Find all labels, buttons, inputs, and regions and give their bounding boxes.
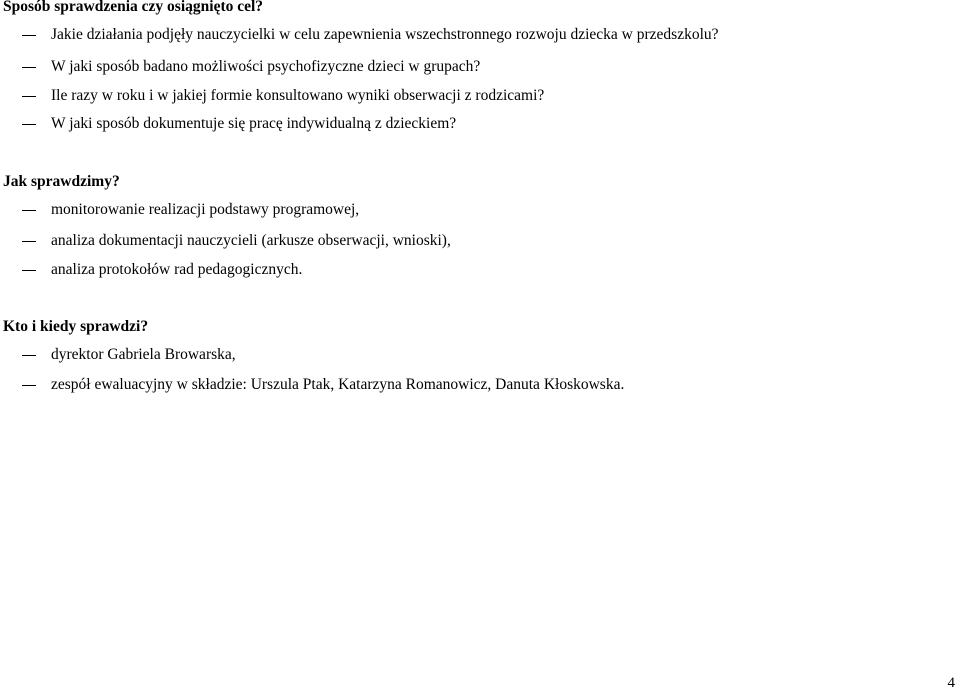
- dash-bullet: [22, 96, 36, 97]
- list-item: [22, 114, 922, 134]
- section-heading-who-when: Kto i kiedy sprawdzi?: [3, 318, 149, 335]
- list-item-text: Ile razy w roku i w jakiej formie konsultowano wyniki obserwacji z rodzicami?: [51, 87, 545, 104]
- list-item: [22, 200, 922, 220]
- list-item: [22, 375, 922, 395]
- list-item: [22, 231, 922, 251]
- dash-bullet: [22, 67, 36, 68]
- list-item-text: monitorowanie realizacji podstawy programowej,: [51, 201, 360, 218]
- dash-bullet: [22, 35, 36, 36]
- list-item: [22, 345, 922, 365]
- page-number: 4: [947, 675, 955, 691]
- list-item-text: analiza dokumentacji nauczycieli (arkusze obserwacji, wnioski),: [51, 232, 451, 249]
- list-item-text: W jaki sposób badano możliwości psychofizyczne dzieci w grupach?: [51, 58, 481, 75]
- dash-bullet: [22, 270, 36, 271]
- dash-bullet: [22, 124, 36, 125]
- list-item-text: Jakie działania podjęły nauczycielki w celu zapewnienia wszechstronnego rozwoju dziecka w przedszkolu?: [51, 26, 719, 43]
- list-item-text: dyrektor Gabriela Browarska,: [51, 346, 236, 363]
- dash-bullet: [22, 355, 36, 356]
- dash-bullet: [22, 241, 36, 242]
- list-item-text: analiza protokołów rad pedagogicznych.: [51, 261, 303, 278]
- section-heading-goal-check: Sposób sprawdzenia czy osiągnięto cel?: [3, 0, 264, 15]
- dash-bullet: [22, 385, 36, 386]
- dash-bullet: [22, 210, 36, 211]
- section-heading-how-check: Jak sprawdzimy?: [3, 173, 120, 190]
- list-item: [22, 57, 922, 77]
- list-item: [22, 260, 922, 280]
- list-item-text: W jaki sposób dokumentuje się pracę indywidualną z dzieckiem?: [51, 115, 457, 132]
- list-item: [22, 86, 922, 106]
- list-item-text: zespół ewaluacyjny w składzie: Urszula Ptak, Katarzyna Romanowicz, Danuta Kłoskowska.: [51, 376, 625, 393]
- list-item: [22, 25, 922, 45]
